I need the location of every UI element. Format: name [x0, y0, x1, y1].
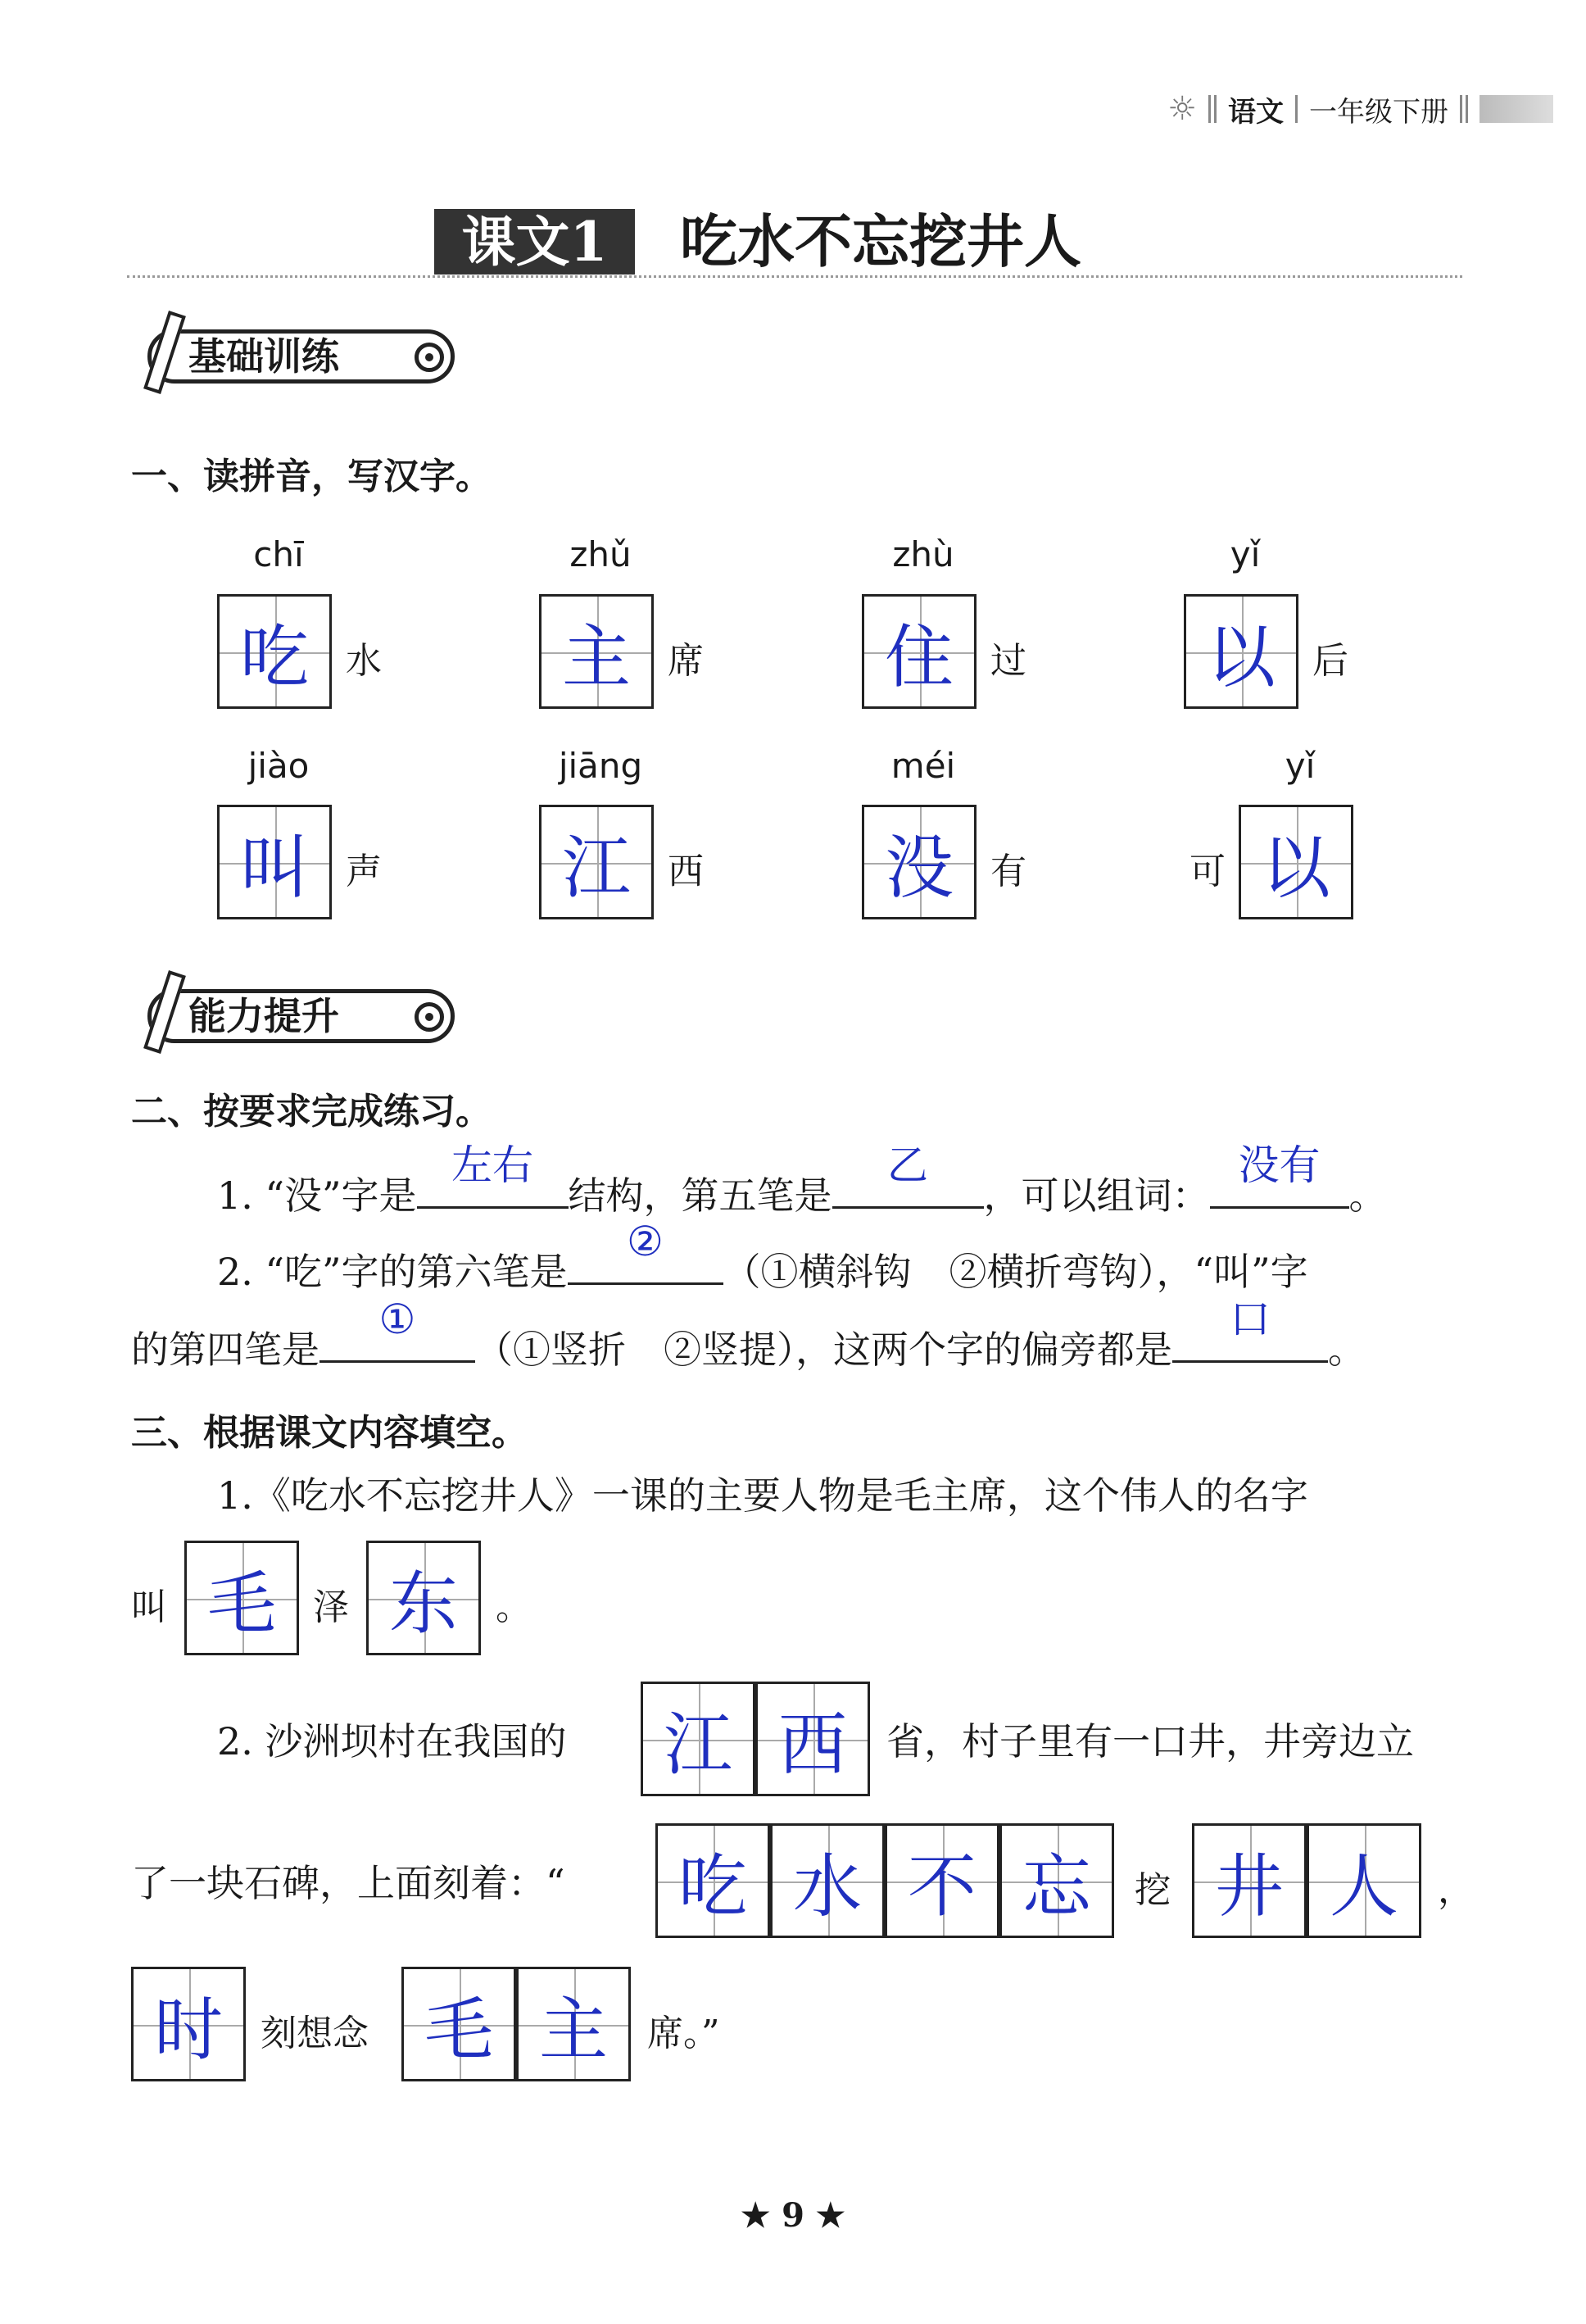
char: 可	[1190, 851, 1226, 892]
title-divider	[127, 275, 1462, 278]
q2-item-2: 2. “吃”字的第六笔是 ② （①横斜钩 ②横折弯钩），“叫”字	[217, 1218, 1308, 1294]
char: 水	[346, 640, 382, 682]
char: 西	[668, 851, 704, 892]
pinyin: yǐ	[1230, 534, 1261, 574]
answer-box[interactable]: 不	[885, 1823, 999, 1938]
answer-box[interactable]: 江	[539, 805, 654, 919]
char: 声	[346, 851, 382, 892]
answer-box[interactable]: 叫	[217, 805, 332, 919]
question-heading-1: 一、读拼音，写汉字。	[131, 456, 492, 497]
answer-box[interactable]: 江	[641, 1682, 755, 1796]
header-tab	[1480, 95, 1553, 123]
char: 泽	[313, 1586, 349, 1628]
answer-blank[interactable]: ②	[568, 1240, 723, 1285]
grade-label: 一年级下册	[1309, 95, 1448, 129]
answer-box[interactable]: 东	[366, 1541, 481, 1655]
char: 。	[496, 1586, 532, 1628]
answer-box[interactable]: 毛	[184, 1541, 299, 1655]
divider	[1208, 95, 1217, 123]
subject-label: 语文	[1228, 95, 1284, 129]
q3-item-1: 1.《吃水不忘挖井人》一课的主要人物是毛主席，这个伟人的名字	[217, 1473, 1308, 1518]
ring-icon	[415, 1002, 444, 1032]
pinyin: chī	[253, 534, 304, 574]
answer-box[interactable]: 以	[1239, 805, 1353, 919]
char: 过	[990, 640, 1026, 682]
answer-box[interactable]: 主	[516, 1967, 631, 2081]
divider	[1460, 95, 1468, 123]
q3-item-2: 2. 沙洲坝村在我国的	[217, 1719, 567, 1763]
answer-blank[interactable]: 左右	[417, 1164, 569, 1209]
section-banner-ability	[131, 979, 467, 1050]
char: 席。”	[647, 2013, 720, 2054]
sun-icon: ☼	[1167, 90, 1197, 128]
pinyin: méi	[890, 746, 956, 786]
page-number: ★ 9 ★	[741, 2196, 845, 2235]
banner-label: 能力提升	[188, 994, 339, 1038]
lesson-label: 课文1	[434, 209, 635, 275]
pinyin: jiào	[247, 746, 310, 786]
divider	[1295, 95, 1298, 123]
pinyin: jiāng	[558, 746, 643, 786]
ring-icon	[415, 343, 444, 372]
answer-box[interactable]: 吃	[655, 1823, 770, 1938]
pinyin: zhǔ	[569, 534, 632, 574]
answer-box[interactable]: 以	[1184, 594, 1298, 709]
char: 席	[668, 640, 704, 682]
answer-box[interactable]: 西	[755, 1682, 870, 1796]
question-heading-2: 二、按要求完成练习。	[131, 1091, 492, 1132]
pinyin: zhù	[892, 534, 954, 574]
char: ，	[1438, 1869, 1474, 1911]
char: 后	[1312, 640, 1348, 682]
pinyin: yǐ	[1285, 746, 1316, 786]
q3-item-2-text: 省，村子里有一口井，井旁边立	[886, 1719, 1414, 1763]
lesson-title: 吃水不忘挖井人	[680, 207, 1081, 275]
answer-box[interactable]: 住	[862, 594, 977, 709]
answer-box[interactable]: 人	[1307, 1823, 1421, 1938]
answer-box[interactable]: 没	[862, 805, 977, 919]
answer-box[interactable]: 井	[1192, 1823, 1307, 1938]
answer-box[interactable]: 吃	[217, 594, 332, 709]
answer-blank[interactable]: ①	[319, 1318, 475, 1363]
answer-box[interactable]: 忘	[999, 1823, 1114, 1938]
question-heading-3: 三、根据课文内容填空。	[131, 1412, 528, 1454]
answer-box[interactable]: 水	[770, 1823, 885, 1938]
char: 挖	[1135, 1869, 1171, 1911]
answer-box[interactable]: 主	[539, 594, 654, 709]
section-banner-basic	[131, 320, 467, 390]
char: 叫	[131, 1586, 167, 1628]
q2-item-1: 1. “没”字是 左右 结构，第五笔是 乙 ，可以组词： 没有 。	[217, 1142, 1387, 1218]
answer-box[interactable]: 毛	[401, 1967, 516, 2081]
banner-label: 基础训练	[188, 334, 339, 379]
char: 有	[990, 851, 1026, 892]
char: 刻想念	[261, 2013, 369, 2054]
answer-blank[interactable]: 没有	[1210, 1164, 1349, 1209]
answer-box[interactable]: 时	[131, 1967, 246, 2081]
answer-blank[interactable]: 乙	[832, 1164, 984, 1209]
q3-item-2-text: 了一块石碑，上面刻着：“	[131, 1861, 565, 1905]
q2-item-2-cont: 的第四笔是 ① （①竖折 ②竖提），这两个字的偏旁都是 口 。	[131, 1296, 1366, 1372]
page-header	[1167, 89, 1553, 129]
answer-blank[interactable]: 口	[1172, 1318, 1328, 1363]
